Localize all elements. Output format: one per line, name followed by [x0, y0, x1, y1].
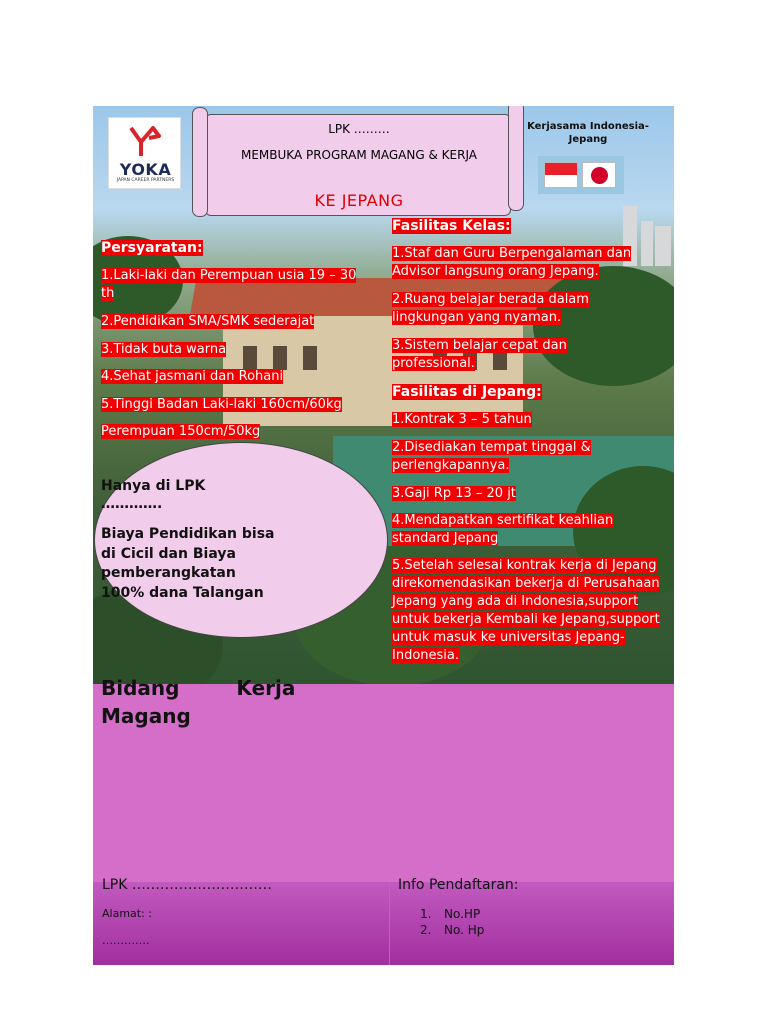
lpk-title: LPK ……… [328, 122, 390, 136]
requirements-heading: Persyaratan: [101, 240, 203, 256]
indonesia-flag-icon [544, 162, 578, 188]
cooperation-text: Kerjasama Indonesia-Jepang [527, 121, 649, 145]
list-item: 1. No.HP [420, 907, 481, 921]
destination-title: KE JEPANG [314, 191, 404, 210]
logo-text: YOKA [119, 160, 172, 179]
footer-address-value: …………. [102, 934, 150, 947]
list-item: 2. No. Hp [420, 923, 485, 937]
japan-facility-item: 2.Disediakan tempat tinggal & perlengkapannya. [392, 440, 591, 473]
flags [538, 156, 624, 194]
japan-facility-item: 4.Mendapatkan sertifikat keahlian standard Jepang [392, 513, 614, 546]
footer-lpk: LPK ………………………… [102, 877, 272, 893]
work-field-title: Bidang Kerja Magang [101, 676, 296, 728]
registration-info-list [420, 906, 484, 938]
oval-title: Hanya di LPK …………. [101, 478, 206, 512]
japan-facilities-heading: Fasilitas di Jepang: [392, 384, 542, 400]
japan-facility-item: 5.Setelah selesai kontrak kerja di Jepang direkomendasikan bekerja di Perusahaan Jepang yang ada di Indonesia,support untuk bekerja Kembali ke Jepang,support untuk masuk ke universitas Jepang-Indonesia. [392, 558, 660, 663]
requirement-item: 4.Sehat jasmani dan Rohani [101, 369, 284, 384]
program-title: MEMBUKA PROGRAM MAGANG & KERJA [241, 148, 477, 162]
class-facility-item: 3.Sistem belajar cepat dan professional. [392, 338, 567, 371]
registration-info-title: Info Pendaftaran: [398, 877, 519, 893]
requirement-item: Perempuan 150cm/50kg [101, 424, 261, 439]
class-facilities-heading: Fasilitas Kelas: [392, 218, 511, 234]
class-facility-item: 2.Ruang belajar berada dalam lingkungan yang nyaman. [392, 292, 589, 325]
footer-divider [389, 882, 390, 965]
requirement-item: 3.Tidak buta warna [101, 342, 227, 357]
flyer [93, 106, 674, 965]
class-facility-item: 1.Staf dan Guru Berpengalaman dan Advisor langsung orang Jepang. [392, 246, 632, 279]
footer [93, 882, 674, 965]
logo-subtitle: JAPAN CAREER PARTNERS [116, 178, 175, 183]
japan-flag-icon [582, 162, 616, 188]
title-banner [205, 114, 511, 216]
oval-body: Biaya Pendidikan bisa di Cicil dan Biaya pemberangkatan 100% dana Talangan [101, 526, 275, 601]
footer-address-label: Alamat: : [102, 907, 152, 920]
company-logo [108, 117, 181, 189]
requirement-item: 2.Pendidikan SMA/SMK sederajat [101, 314, 315, 329]
requirement-item: 1.Laki-laki dan Perempuan usia 19 – 30 th [101, 268, 357, 301]
yoka-logo-icon [127, 124, 163, 158]
requirement-item: 5.Tinggi Badan Laki-laki 160cm/60kg [101, 397, 342, 412]
japan-facility-item: 1.Kontrak 3 – 5 tahun [392, 412, 532, 427]
japan-facility-item: 3.Gaji Rp 13 – 20 jt [392, 486, 516, 501]
